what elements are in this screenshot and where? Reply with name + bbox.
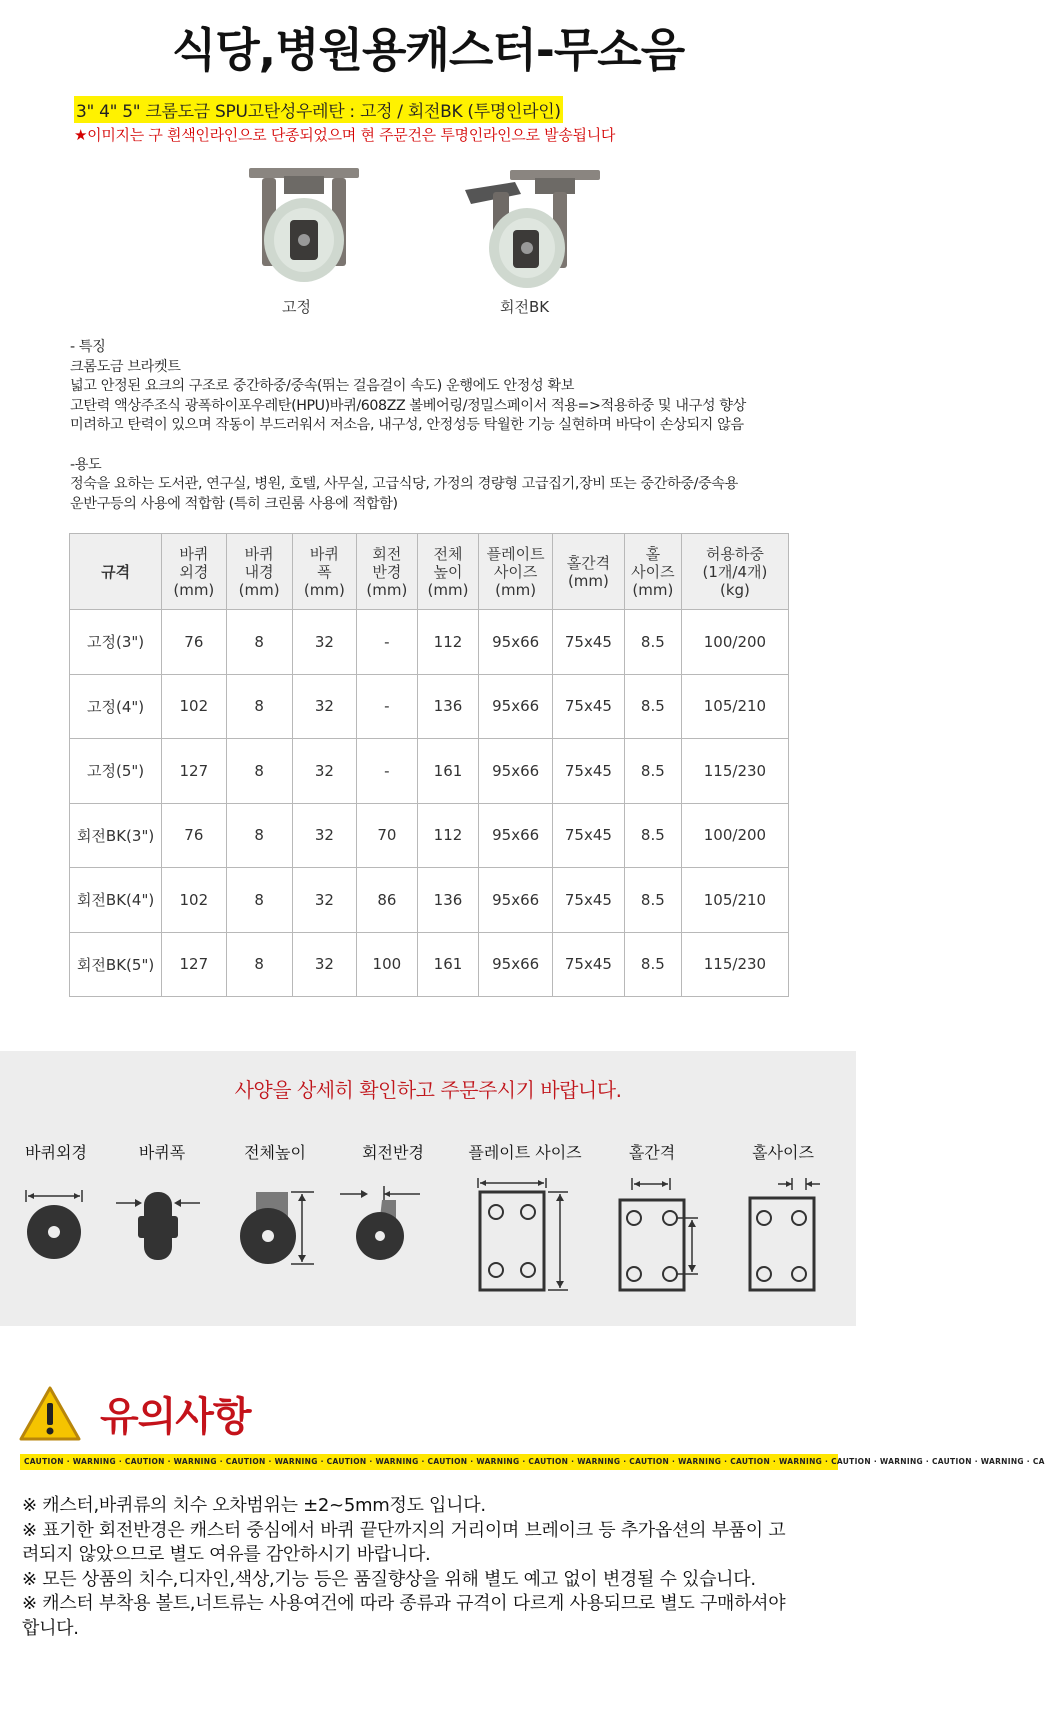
table-cell-spec: 고정(5") [70, 739, 162, 804]
table-cell: 32 [292, 739, 356, 804]
table-cell: 32 [292, 610, 356, 675]
wheel-width-icon [114, 1186, 204, 1262]
table-cell: 8 [226, 674, 292, 739]
wheel-outer-diameter-icon [22, 1186, 86, 1262]
table-cell: 136 [417, 868, 479, 933]
header-swivel-radius: 회전 반경 (mm) [357, 534, 418, 610]
table-cell: 115/230 [681, 739, 788, 804]
header-plate-size: 플레이트 사이즈 (mm) [479, 534, 553, 610]
table-cell: 112 [417, 610, 479, 675]
dim-label-plate-size: 플레이트 사이즈 [468, 1143, 582, 1162]
table-cell: 32 [292, 868, 356, 933]
header-hole-spacing: 홀간격 (mm) [553, 534, 625, 610]
table-cell: 8.5 [624, 868, 681, 933]
table-cell-spec: 회전BK(5") [70, 932, 162, 997]
table-cell: 8.5 [624, 739, 681, 804]
table-cell: 100/200 [681, 610, 788, 675]
table-cell: 8 [226, 610, 292, 675]
table-row [70, 932, 789, 997]
dim-label-total-height: 전체높이 [244, 1143, 306, 1162]
caution-note: ※ 캐스터,바퀴류의 치수 오차범위는 ±2~5mm정도 입니다. [22, 1495, 486, 1516]
table-cell: 8 [226, 932, 292, 997]
table-cell: 161 [417, 932, 479, 997]
table-cell-spec: 고정(4") [70, 674, 162, 739]
table-cell: 70 [357, 803, 418, 868]
table-cell: 105/210 [681, 868, 788, 933]
table-cell: 8 [226, 803, 292, 868]
table-cell: 105/210 [681, 674, 788, 739]
swivel-radius-icon [338, 1186, 428, 1266]
table-cell: 95x66 [479, 868, 553, 933]
table-cell: 127 [162, 739, 226, 804]
table-cell-spec: 회전BK(3") [70, 803, 162, 868]
feature-line: 미려하고 탄력이 있으며 작동이 부드러워서 저소음, 내구성, 안정성등 탁월한 기능 실현하며 바닥이 손상되지 않음 [70, 417, 744, 434]
feature-description [70, 338, 746, 514]
table-cell: 32 [292, 803, 356, 868]
total-height-icon [236, 1190, 320, 1270]
table-cell: 136 [417, 674, 479, 739]
table-cell: 76 [162, 803, 226, 868]
table-cell: 102 [162, 868, 226, 933]
dimension-guide-heading: 사양을 상세히 확인하고 주문주시기 바랍니다. [234, 1078, 622, 1102]
hole-size-icon [744, 1176, 824, 1296]
table-cell: 112 [417, 803, 479, 868]
table-cell: 8 [226, 739, 292, 804]
table-cell: 95x66 [479, 803, 553, 868]
table-cell: 95x66 [479, 739, 553, 804]
caution-note: ※ 캐스터 부착용 볼트,너트류는 사용여건에 따라 종류과 규격이 다르게 사용되므로 별도 구매하셔야 합니다. [22, 1593, 786, 1639]
table-header-row [70, 534, 789, 610]
table-cell: - [357, 610, 418, 675]
table-cell: 75x45 [553, 674, 625, 739]
table-cell: 86 [357, 868, 418, 933]
feature-line: 크롬도금 브라켓트 [70, 358, 181, 375]
hole-spacing-icon [614, 1176, 710, 1296]
header-load: 허용하중 (1개/4개) (kg) [681, 534, 788, 610]
table-row [70, 674, 789, 739]
feature-spacer [70, 436, 746, 456]
usage-line: 운반구등의 사용에 적합함 (특히 크린룸 사용에 적합함) [70, 495, 398, 512]
table-cell: 127 [162, 932, 226, 997]
table-cell: 32 [292, 932, 356, 997]
fixed-caster-image [224, 160, 384, 310]
header-wheel-width: 바퀴 폭 (mm) [292, 534, 356, 610]
table-row [70, 868, 789, 933]
product-subtitle: 3" 4" 5" 크롬도금 SPU고탄성우레탄 : 고정 / 회전BK (투명인라인) [74, 96, 563, 123]
feature-line: 고탄력 액상주조식 광폭하이포우레탄(HPU)바퀴/608ZZ 볼베어링/정밀스페이서 적용=>적용하중 및 내구성 향상 [70, 397, 746, 414]
usage-line: 정숙을 요하는 도서관, 연구실, 병원, 호텔, 사무실, 고급식당, 가정의 경량형 고급집기,장비 또는 중간하중/중속용 [70, 476, 738, 493]
table-cell: 115/230 [681, 932, 788, 997]
table-cell: 161 [417, 739, 479, 804]
header-wheel-inner: 바퀴 내경 (mm) [226, 534, 292, 610]
table-cell: 75x45 [553, 803, 625, 868]
feature-line: 넓고 안정된 요크의 구조로 중간하중/중속(뛰는 걸음걸이 속도) 운행에도 안정성 확보 [70, 378, 575, 395]
dim-label-wheel-outer: 바퀴외경 [25, 1143, 87, 1162]
table-cell: 8.5 [624, 674, 681, 739]
caution-note: ※ 표기한 회전반경은 캐스터 중심에서 바퀴 끝단까지의 거리이며 브레이크 등 추가옵션의 부품이 고 려되지 않았으므로 별도 여유를 감안하시기 바랍니다. [22, 1519, 786, 1565]
caution-notes [22, 1494, 832, 1641]
dim-label-hole-size: 홀사이즈 [752, 1143, 814, 1162]
plate-size-icon [474, 1176, 578, 1296]
color-change-notice: ★이미지는 구 흰색인라인으로 단종되었으며 현 주문건은 투명인라인으로 발송됩니다 [74, 126, 616, 144]
table-row [70, 739, 789, 804]
table-cell: 75x45 [553, 932, 625, 997]
dim-label-hole-spacing: 홀간격 [628, 1143, 676, 1162]
table-cell-spec: 회전BK(4") [70, 868, 162, 933]
header-spec: 규격 [70, 534, 162, 610]
table-cell: 75x45 [553, 610, 625, 675]
page-title: 식당,병원용캐스터-무소음 [171, 23, 685, 77]
header-total-height: 전체 높이 (mm) [417, 534, 479, 610]
table-row [70, 803, 789, 868]
table-cell: 95x66 [479, 932, 553, 997]
table-cell: 8 [226, 868, 292, 933]
swivel-caster-label: 회전BK [500, 298, 550, 316]
caution-title: 유의사항 [100, 1394, 251, 1440]
table-cell: 8.5 [624, 932, 681, 997]
dim-label-wheel-width: 바퀴폭 [138, 1143, 186, 1162]
table-cell: 75x45 [553, 739, 625, 804]
features-heading: - 특징 [70, 339, 106, 355]
table-cell: - [357, 739, 418, 804]
usage-heading: -용도 [70, 456, 102, 473]
table-cell-spec: 고정(3") [70, 610, 162, 675]
table-cell: 100 [357, 932, 418, 997]
table-cell: 100/200 [681, 803, 788, 868]
fixed-caster-label: 고정 [282, 298, 311, 316]
table-cell: - [357, 674, 418, 739]
table-cell: 102 [162, 674, 226, 739]
table-cell: 8.5 [624, 803, 681, 868]
swivel-brake-caster-image [455, 160, 615, 310]
spec-table [69, 533, 789, 997]
table-cell: 95x66 [479, 674, 553, 739]
table-cell: 76 [162, 610, 226, 675]
caution-note: ※ 모든 상품의 치수,디자인,색상,기능 등은 품질향상을 위해 별도 예고 없이 변경될 수 있습니다. [22, 1568, 756, 1590]
table-cell: 75x45 [553, 868, 625, 933]
header-wheel-outer: 바퀴 외경 (mm) [162, 534, 226, 610]
caution-warning-strip: CAUTION · WARNING · CAUTION · WARNING · CAUTION · WARNING · CAUTION · WARNING · CAUTION · WARNING · CAUTION · WARNING · CAUTION · WARNING · CAUTION · WARNING · CAUTION · WARNING · CAUTION · WARNING · CA [20, 1454, 838, 1470]
table-cell: 8.5 [624, 610, 681, 675]
dim-label-swivel-radius: 회전반경 [362, 1143, 424, 1162]
warning-icon [18, 1385, 82, 1443]
table-cell: 32 [292, 674, 356, 739]
table-cell: 95x66 [479, 610, 553, 675]
table-row [70, 610, 789, 675]
header-hole-size: 홀 사이즈 (mm) [624, 534, 681, 610]
